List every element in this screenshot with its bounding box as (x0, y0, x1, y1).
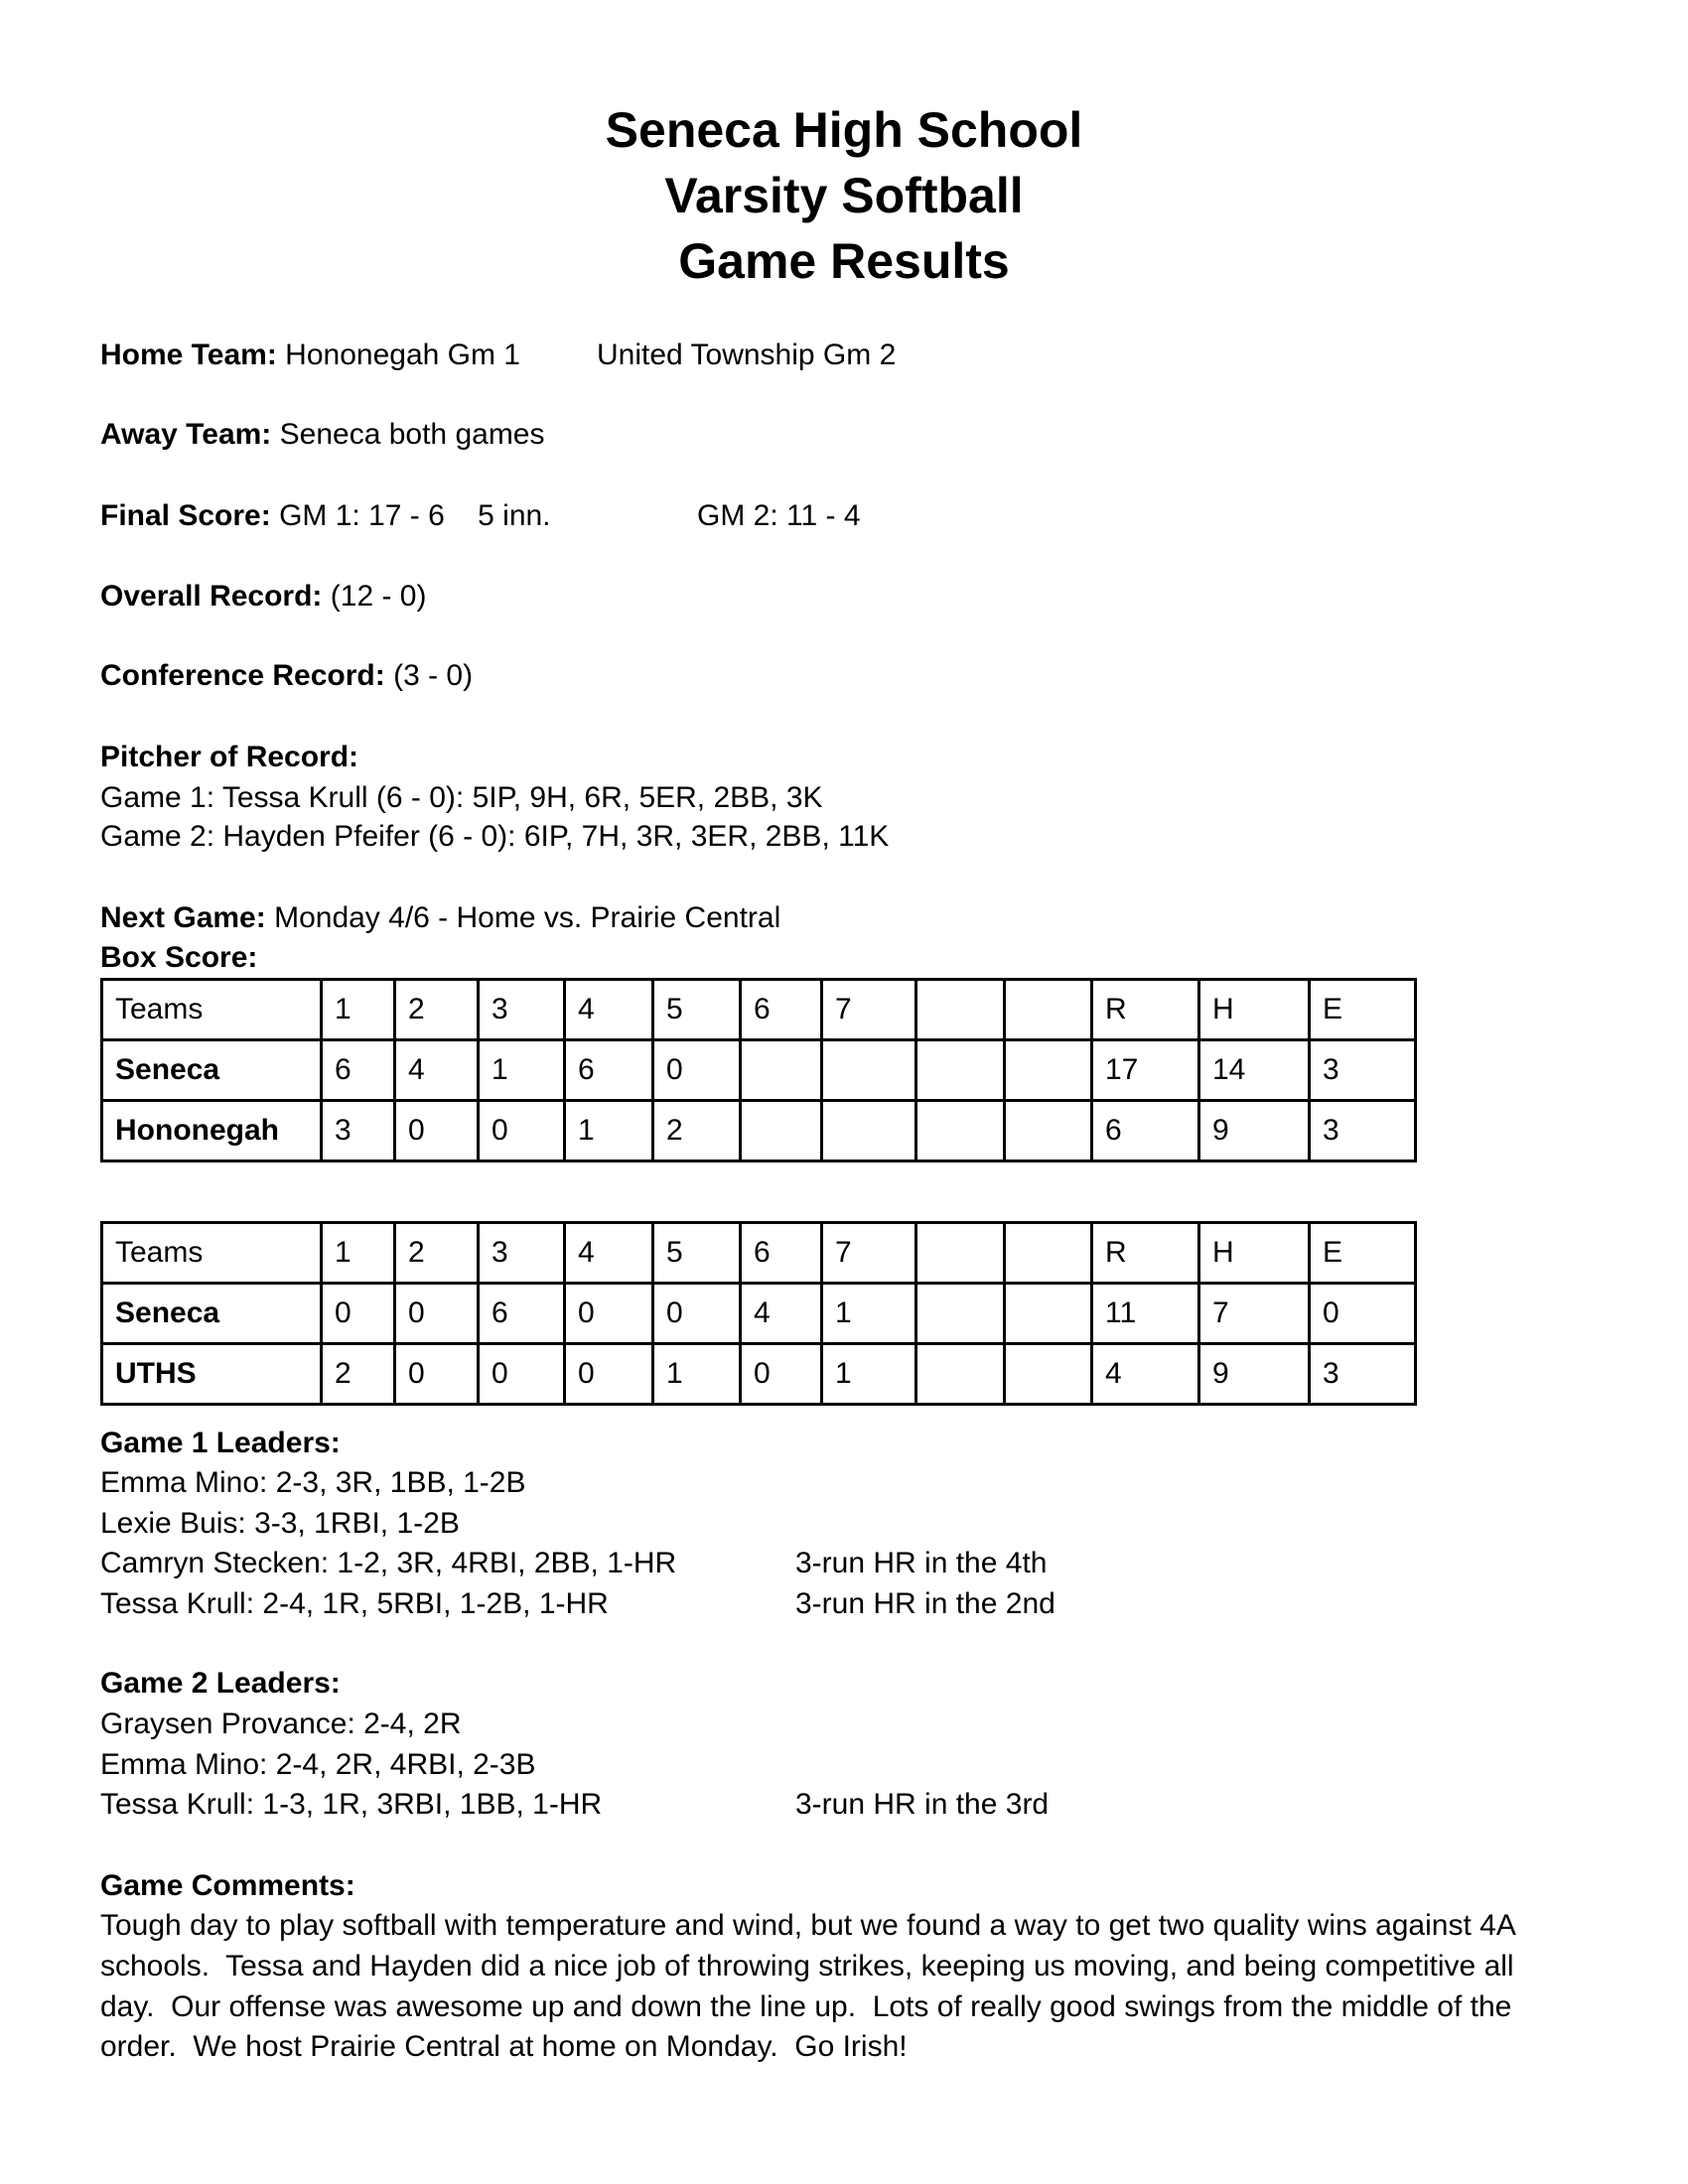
leader-stats: Graysen Provance: 2-4, 2R (100, 1707, 462, 1740)
conference-record-label: Conference Record: (100, 659, 385, 692)
inning-header-cell: 3 (479, 980, 565, 1040)
team-name-cell: Seneca (102, 1284, 322, 1344)
home-team-gm1: Hononegah Gm 1 (285, 339, 520, 371)
home-team-line (100, 336, 520, 375)
conference-record-line (100, 656, 473, 696)
next-game-line (100, 898, 780, 938)
box-score-row (102, 1040, 1416, 1101)
score-cell: 4 (395, 1040, 479, 1101)
inning-header-cell: H (1199, 1223, 1310, 1284)
inning-header-cell: 4 (565, 980, 653, 1040)
title-results: Game Results (678, 233, 1010, 289)
score-cell (916, 1284, 1005, 1344)
team-name-cell: UTHS (102, 1344, 322, 1405)
inning-header-cell (1005, 980, 1092, 1040)
leader-stats: Camryn Stecken: 1-2, 3R, 4RBI, 2BB, 1-HR (100, 1547, 677, 1580)
inning-header-cell: 5 (653, 980, 741, 1040)
comment-line: Tough day to play softball with temperature and wind, but we found a way to get two quality wins against 4A (100, 1909, 1516, 1942)
score-cell (1005, 1040, 1092, 1101)
score-cell: 6 (1092, 1101, 1199, 1161)
score-cell: 4 (741, 1284, 822, 1344)
final-score-label: Final Score: (100, 499, 271, 532)
box-score-header-row (102, 1223, 1416, 1284)
pitcher-of-record-label: Pitcher of Record: (100, 741, 359, 773)
next-game-value: Monday 4/6 - Home vs. Prairie Central (274, 901, 781, 934)
team-name-cell: Seneca (102, 1040, 322, 1101)
next-game-label: Next Game: (100, 901, 266, 934)
score-cell: 0 (653, 1040, 741, 1101)
score-cell (822, 1040, 916, 1101)
score-cell: 0 (395, 1284, 479, 1344)
score-cell: 6 (479, 1284, 565, 1344)
score-cell: 0 (479, 1101, 565, 1161)
inning-header-cell: 4 (565, 1223, 653, 1284)
score-cell: 0 (565, 1344, 653, 1405)
teams-header-cell: Teams (102, 980, 322, 1040)
score-cell: 6 (322, 1040, 395, 1101)
title-school: Seneca High School (605, 102, 1083, 158)
pitcher-game1: Game 1: Tessa Krull (6 - 0): 5IP, 9H, 6R, 5ER, 2BB, 3K (100, 781, 823, 814)
inning-header-cell: 6 (741, 980, 822, 1040)
score-cell: 0 (479, 1344, 565, 1405)
home-team-gm2: United Township Gm 2 (597, 339, 897, 371)
overall-record-label: Overall Record: (100, 580, 323, 613)
inning-header-cell: R (1092, 980, 1199, 1040)
inning-header-cell: 3 (479, 1223, 565, 1284)
score-cell: 1 (479, 1040, 565, 1101)
score-cell: 0 (395, 1101, 479, 1161)
title-team: Varsity Softball (664, 168, 1024, 223)
inning-header-cell: R (1092, 1223, 1199, 1284)
score-cell: 9 (1199, 1101, 1310, 1161)
score-cell: 11 (1092, 1284, 1199, 1344)
game-comments-label: Game Comments: (100, 1869, 355, 1902)
score-cell (916, 1040, 1005, 1101)
final-score-gm2: GM 2: 11 - 4 (697, 499, 861, 532)
score-cell (916, 1344, 1005, 1405)
score-cell (1005, 1101, 1092, 1161)
score-cell: 0 (1310, 1284, 1416, 1344)
score-cell: 6 (565, 1040, 653, 1101)
inning-header-cell: E (1310, 980, 1416, 1040)
inning-header-cell: 6 (741, 1223, 822, 1284)
inning-header-cell: 7 (822, 1223, 916, 1284)
box-score-label: Box Score: (100, 941, 258, 974)
leader-stats: Emma Mino: 2-3, 3R, 1BB, 1-2B (100, 1466, 526, 1499)
inning-header-cell: 2 (395, 980, 479, 1040)
leader-note: 3-run HR in the 3rd (795, 1788, 1050, 1822)
inning-header-cell: 7 (822, 980, 916, 1040)
score-cell: 0 (322, 1284, 395, 1344)
final-score-gm1: GM 1: 17 - 6 5 inn. (279, 499, 551, 532)
inning-header-cell (916, 1223, 1005, 1284)
conference-record-value: (3 - 0) (393, 659, 474, 692)
box-score-row (102, 1344, 1416, 1405)
score-cell: 0 (653, 1284, 741, 1344)
score-cell: 0 (741, 1344, 822, 1405)
box-score-header-row (102, 980, 1416, 1040)
leader-stats: Tessa Krull: 2-4, 1R, 5RBI, 1-2B, 1-HR (100, 1587, 609, 1621)
box-score-game1 (100, 978, 1417, 1162)
box-score-row (102, 1101, 1416, 1161)
box-score-row (102, 1284, 1416, 1344)
box-score-game2 (100, 1221, 1417, 1406)
score-cell: 1 (565, 1101, 653, 1161)
game2-leaders-label: Game 2 Leaders: (100, 1667, 341, 1700)
game1-leaders-label: Game 1 Leaders: (100, 1427, 341, 1459)
leader-stats: Lexie Buis: 3-3, 1RBI, 1-2B (100, 1506, 460, 1540)
leader-note: 3-run HR in the 2nd (795, 1587, 1055, 1621)
inning-header-cell: 1 (322, 980, 395, 1040)
score-cell: 14 (1199, 1040, 1310, 1101)
score-cell (741, 1101, 822, 1161)
away-team-label: Away Team: (100, 418, 272, 451)
score-cell: 3 (1310, 1344, 1416, 1405)
pitcher-game2: Game 2: Hayden Pfeifer (6 - 0): 6IP, 7H, 3R, 3ER, 2BB, 11K (100, 820, 890, 853)
home-team-label: Home Team: (100, 339, 277, 371)
away-team-line (100, 415, 545, 455)
score-cell: 0 (395, 1344, 479, 1405)
score-cell: 3 (1310, 1101, 1416, 1161)
score-cell: 0 (565, 1284, 653, 1344)
score-cell: 1 (822, 1284, 916, 1344)
score-cell: 3 (322, 1101, 395, 1161)
inning-header-cell: H (1199, 980, 1310, 1040)
score-cell: 4 (1092, 1344, 1199, 1405)
score-cell: 1 (653, 1344, 741, 1405)
final-score-line (100, 496, 551, 536)
away-team-value: Seneca both games (279, 418, 545, 451)
score-cell: 1 (822, 1344, 916, 1405)
overall-record-value: (12 - 0) (330, 580, 427, 613)
overall-record-line (100, 577, 426, 616)
score-cell: 2 (653, 1101, 741, 1161)
inning-header-cell: 2 (395, 1223, 479, 1284)
score-cell: 2 (322, 1344, 395, 1405)
leader-note: 3-run HR in the 4th (795, 1547, 1048, 1580)
teams-header-cell: Teams (102, 1223, 322, 1284)
score-cell: 9 (1199, 1344, 1310, 1405)
comment-line: order. We host Prairie Central at home on Monday. Go Irish! (100, 2030, 908, 2064)
comment-line: day. Our offense was awesome up and down the line up. Lots of really good swings from the middle of the (100, 1989, 1512, 2023)
score-cell (916, 1101, 1005, 1161)
inning-header-cell (1005, 1223, 1092, 1284)
comment-line: schools. Tessa and Hayden did a nice job of throwing strikes, keeping us moving, and being competitive all (100, 1949, 1514, 1982)
score-cell: 7 (1199, 1284, 1310, 1344)
inning-header-cell: 5 (653, 1223, 741, 1284)
team-name-cell: Hononegah (102, 1101, 322, 1161)
inning-header-cell (916, 980, 1005, 1040)
leader-stats: Emma Mino: 2-4, 2R, 4RBI, 2-3B (100, 1747, 536, 1781)
score-cell: 3 (1310, 1040, 1416, 1101)
score-cell (822, 1101, 916, 1161)
inning-header-cell: 1 (322, 1223, 395, 1284)
score-cell (1005, 1284, 1092, 1344)
score-cell: 17 (1092, 1040, 1199, 1101)
inning-header-cell: E (1310, 1223, 1416, 1284)
leader-stats: Tessa Krull: 1-3, 1R, 3RBI, 1BB, 1-HR (100, 1788, 603, 1822)
score-cell (1005, 1344, 1092, 1405)
score-cell (741, 1040, 822, 1101)
